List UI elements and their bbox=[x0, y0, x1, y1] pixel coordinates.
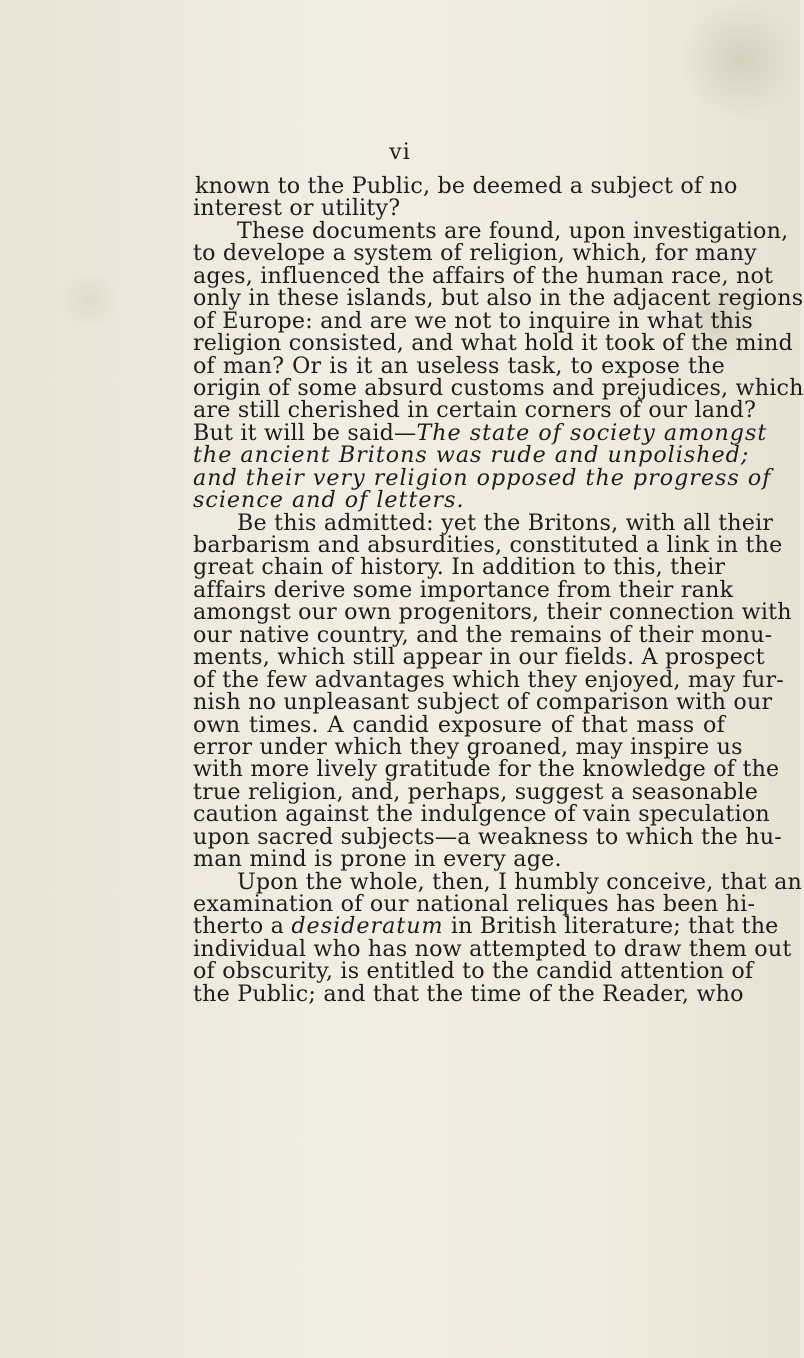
text-line bbox=[193, 913, 779, 940]
text-run: individual who has now attempted to draw them out bbox=[193, 935, 792, 962]
text-line bbox=[193, 599, 792, 626]
text-line bbox=[193, 240, 757, 267]
text-run: upon sacred subjects—a weakness to which the hu- bbox=[193, 823, 782, 850]
text-run: Upon the whole, then, I humbly conceive, that an bbox=[237, 868, 803, 895]
text-line bbox=[193, 801, 770, 828]
text-line bbox=[193, 285, 804, 312]
text-line bbox=[193, 868, 803, 895]
text-run: barbarism and absurdities, constituted a link in the bbox=[193, 532, 783, 558]
text-run: ages, influenced the affairs of the human race, not bbox=[193, 262, 774, 289]
text-line bbox=[193, 195, 725, 222]
text-run: known to the Public, be deemed a subject of no bbox=[195, 173, 738, 199]
text-line bbox=[193, 352, 725, 379]
body-text bbox=[193, 173, 804, 1007]
text-line bbox=[193, 576, 734, 603]
text-line bbox=[193, 644, 765, 671]
text-line bbox=[193, 666, 784, 693]
text-line bbox=[193, 778, 759, 805]
text-line bbox=[193, 307, 754, 334]
text-line bbox=[193, 330, 793, 357]
text-run: affairs derive some importance from their rank bbox=[193, 576, 734, 603]
text-run: of the few advantages which they enjoyed, may fur- bbox=[193, 666, 784, 693]
text-run: true religion, and, perhaps, suggest a seasonable bbox=[193, 778, 759, 805]
text-line bbox=[193, 487, 725, 514]
text-run: ments, which still appear in our fields. A prospect bbox=[193, 644, 765, 671]
text-line bbox=[193, 935, 792, 962]
text-run: of obscurity, is entitled to the candid attention of bbox=[193, 958, 754, 985]
text-line bbox=[193, 621, 773, 648]
page-number: vi bbox=[389, 140, 411, 165]
text-line bbox=[193, 509, 774, 536]
text-run: own times. A candid exposure of that mass of bbox=[193, 711, 725, 738]
text-run: examination of our national reliques has been hi- bbox=[193, 891, 756, 917]
text-run: of Europe: and are we not to inquire in what this bbox=[193, 307, 754, 334]
text-line bbox=[193, 980, 744, 1007]
text-line bbox=[193, 756, 780, 783]
italic-run: and their very religion opposed the progress of bbox=[193, 464, 772, 491]
text-run: caution against the indulgence of vain speculation bbox=[193, 801, 770, 828]
text-line bbox=[193, 532, 783, 558]
text-run: But it will be said— bbox=[193, 419, 417, 446]
text-line bbox=[193, 464, 772, 491]
text-run: error under which they groaned, may inspire us bbox=[193, 733, 743, 760]
text-line bbox=[193, 374, 804, 401]
text-line bbox=[193, 891, 756, 917]
italic-run: the ancient Britons was rude and unpolished; bbox=[193, 442, 750, 469]
text-run: only in these islands, but also in the adjacent regions bbox=[193, 285, 804, 312]
text-line bbox=[193, 823, 782, 850]
text-run: amongst our own progenitors, their connection with bbox=[193, 599, 792, 626]
text-run: man mind is prone in every age. bbox=[193, 846, 562, 873]
text-run: religion consisted, and what hold it took of the mind bbox=[193, 330, 793, 357]
text-run: to develope a system of religion, which, for many bbox=[193, 240, 757, 267]
text-line bbox=[193, 733, 743, 760]
text-run: therto a bbox=[193, 913, 292, 940]
text-line bbox=[193, 262, 774, 289]
text-run: nish no unpleasant subject of comparison with our bbox=[193, 689, 773, 716]
italic-run: The state of society amongst bbox=[416, 419, 768, 446]
text-run: are still cherished in certain corners of our land? bbox=[193, 397, 757, 424]
text-run: Be this admitted: yet the Britons, with all their bbox=[237, 509, 774, 536]
text-line bbox=[193, 711, 725, 738]
text-run: the Public; and that the time of the Reader, who bbox=[193, 980, 744, 1007]
text-line bbox=[193, 554, 726, 581]
text-run: of man? Or is it an useless task, to expose the bbox=[193, 352, 725, 379]
text-line bbox=[193, 846, 725, 873]
text-line bbox=[193, 419, 768, 446]
text-line bbox=[193, 397, 757, 424]
italic-run: science and of letters. bbox=[193, 487, 465, 514]
text-run: our native country, and the remains of their monu- bbox=[193, 621, 773, 648]
text-run: origin of some absurd customs and prejudices, which bbox=[193, 374, 804, 401]
italic-run: desideratum bbox=[291, 913, 444, 940]
text-run: These documents are found, upon investigation, bbox=[237, 217, 789, 244]
text-line bbox=[193, 173, 738, 199]
text-line bbox=[193, 217, 789, 244]
text-run: great chain of history. In addition to this, their bbox=[193, 554, 726, 581]
text-line bbox=[193, 442, 750, 469]
text-line bbox=[193, 958, 754, 985]
text-run: with more lively gratitude for the knowledge of the bbox=[193, 756, 780, 783]
text-line bbox=[193, 689, 773, 716]
text-run: interest or utility? bbox=[193, 195, 401, 222]
text-run: in British literature; that the bbox=[443, 913, 779, 940]
